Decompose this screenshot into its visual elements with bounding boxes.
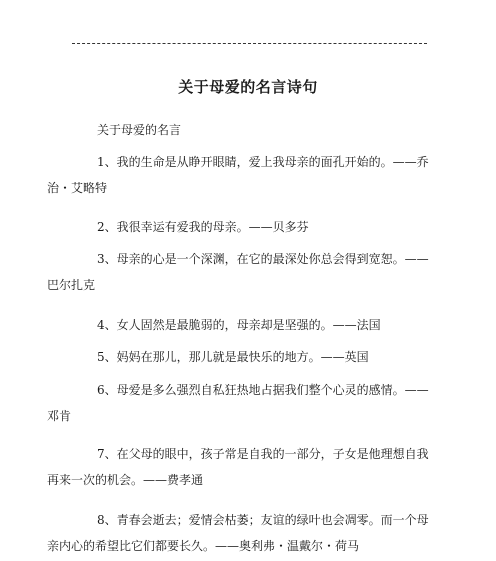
quote-item-3 [47, 246, 433, 298]
quote-text-continued: 巴尔扎克 [47, 278, 96, 292]
header-dashed-rule [72, 43, 427, 44]
quote-item-8 [47, 507, 433, 559]
quote-text: 7、在父母的眼中，孩子常是自我的一部分，子女是他理想自我 [97, 447, 429, 461]
quote-text: 4、女人固然是最脆弱的，母亲却是坚强的。——法国 [97, 318, 381, 332]
quote-text: 1、我的生命是从睁开眼睛，爱上我母亲的面孔开始的。——乔 [97, 155, 429, 169]
document-body [47, 117, 433, 143]
quote-text: 5、妈妈在那儿，那儿就是最快乐的地方。——英国 [97, 350, 369, 364]
quote-text-continued: 再来一次的机会。——费孝通 [47, 473, 204, 487]
quote-item-1 [47, 149, 433, 201]
quote-item-5 [47, 344, 433, 370]
quote-text: 6、母爱是多么强烈自私狂热地占据我们整个心灵的感情。—— [97, 383, 429, 397]
quote-text-continued: 亲内心的希望比它们都要长久。——奥利弗・温戴尔・荷马 [47, 539, 360, 553]
quote-item-4 [47, 312, 433, 338]
document-title: 关于母爱的名言诗句 [178, 78, 318, 96]
quote-item-6 [47, 377, 433, 429]
quote-text: 3、母亲的心是一个深渊，在它的最深处你总会得到宽恕。—— [97, 252, 429, 266]
quote-text-continued: 治・艾略特 [47, 181, 108, 195]
quote-text: 2、我很幸运有爱我的母亲。——贝多芬 [97, 220, 309, 234]
quote-item-2 [47, 214, 433, 240]
quote-item-7 [47, 441, 433, 493]
quote-text-continued: 邓肯 [47, 409, 72, 423]
quote-text: 8、青春会逝去；爱情会枯萎；友谊的绿叶也会凋零。而一个母 [97, 513, 429, 527]
section-heading: 关于母爱的名言 [97, 123, 182, 137]
